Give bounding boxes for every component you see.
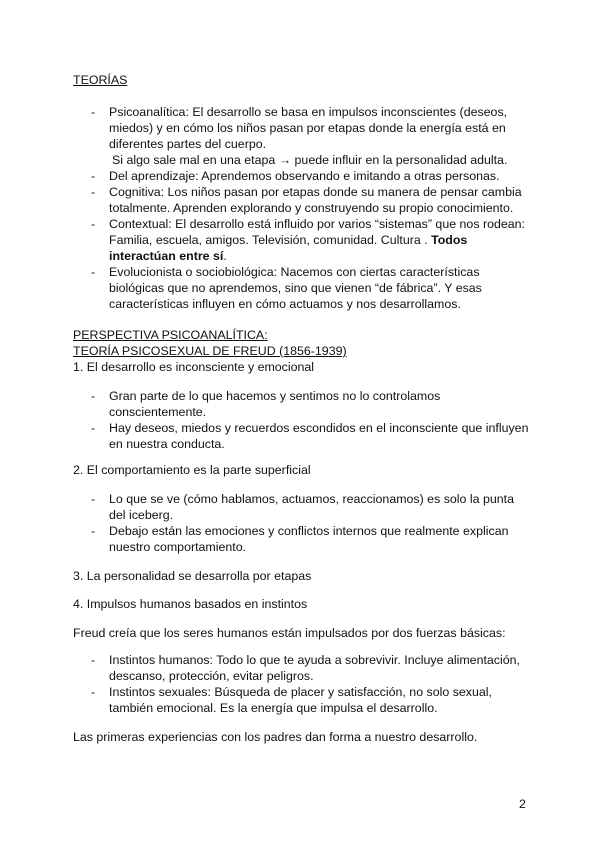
theory-psicoanalitica-note: Si algo sale mal en una etapa → puede influir en la personalidad adulta. (112, 153, 508, 167)
theories-list (73, 104, 533, 312)
list-item (73, 216, 533, 264)
list-item: - Instintos humanos: Todo lo que te ayuda a sobrevivir. Incluye alimentación, descanso, protección, evitar peligros. (73, 652, 533, 684)
point-2: 2. El comportamiento es la parte superficial (73, 463, 311, 477)
point-4: 4. Impulsos humanos basados en instintos (73, 597, 308, 611)
theory-contextual-emphasis: Todos interactúan entre sí (109, 233, 468, 263)
theory-cognitiva: Cognitiva: Los niños pasan por etapas donde su manera de pensar cambia totalmente. Aprenden explorando y construyendo su propio conocimiento. (109, 185, 522, 215)
closing-paragraph: Las primeras experiencias con los padres dan forma a nuestro desarrollo. (73, 730, 478, 744)
theory-evolucionista: Evolucionista o sociobiológica: Nacemos con ciertas características biológicas que no aprendemos, sino que vienen “de fábrica”. Y esas características influyen en cómo actuamos y nos desarrollamos. (109, 265, 482, 311)
list-item: - Debajo están las emociones y conflictos internos que realmente explican nuestro comportamiento. (73, 523, 533, 555)
point-1-list (73, 388, 533, 452)
freud-instincts-list (73, 652, 533, 716)
list-item (73, 104, 533, 168)
list-item: - Lo que se ve (cómo hablamos, actuamos, reaccionamos) es solo la punta del iceberg. (73, 491, 533, 523)
list-item (73, 264, 533, 312)
freud-intro: Freud creía que los seres humanos están impulsados por dos fuerzas básicas: (73, 626, 506, 640)
list-item (73, 184, 533, 216)
list-item: - Hay deseos, miedos y recuerdos escondidos en el inconsciente que influyen en nuestra conducta. (73, 420, 533, 452)
page-title: TEORÍAS (73, 73, 128, 87)
point-3: 3. La personalidad se desarrolla por etapas (73, 569, 312, 583)
theory-aprendizaje: Del aprendizaje: Aprendemos observando e imitando a otras personas. (109, 169, 500, 183)
point-1: 1. El desarrollo es inconsciente y emocional (73, 360, 315, 374)
list-item: - Gran parte de lo que hacemos y sentimos no lo controlamos conscientemente. (73, 388, 533, 420)
theory-contextual: Contextual: El desarrollo está influido por varios “sistemas” que nos rodean: Familia, escuela, amigos. Televisión, comunidad. Cultura . (109, 217, 525, 247)
list-item (73, 168, 533, 184)
page-number: 2 (519, 797, 526, 811)
theory-contextual-end: . (223, 249, 227, 263)
theory-psicoanalitica: Psicoanalítica: El desarrollo se basa en impulsos inconscientes (deseos, miedos) y en cómo los niños pasan por etapas donde la energía está en diferentes partes del cuerpo. (109, 105, 508, 151)
list-item: - Instintos sexuales: Búsqueda de placer y satisfacción, no solo sexual, también emocional. Es la energía que impulsa el desarrollo. (73, 684, 533, 716)
point-2-list (73, 491, 533, 555)
section-subtitle: TEORÍA PSICOSEXUAL DE FREUD (1856-1939) (73, 344, 347, 358)
section-title: PERSPECTIVA PSICOANALÍTICA: (73, 328, 268, 342)
